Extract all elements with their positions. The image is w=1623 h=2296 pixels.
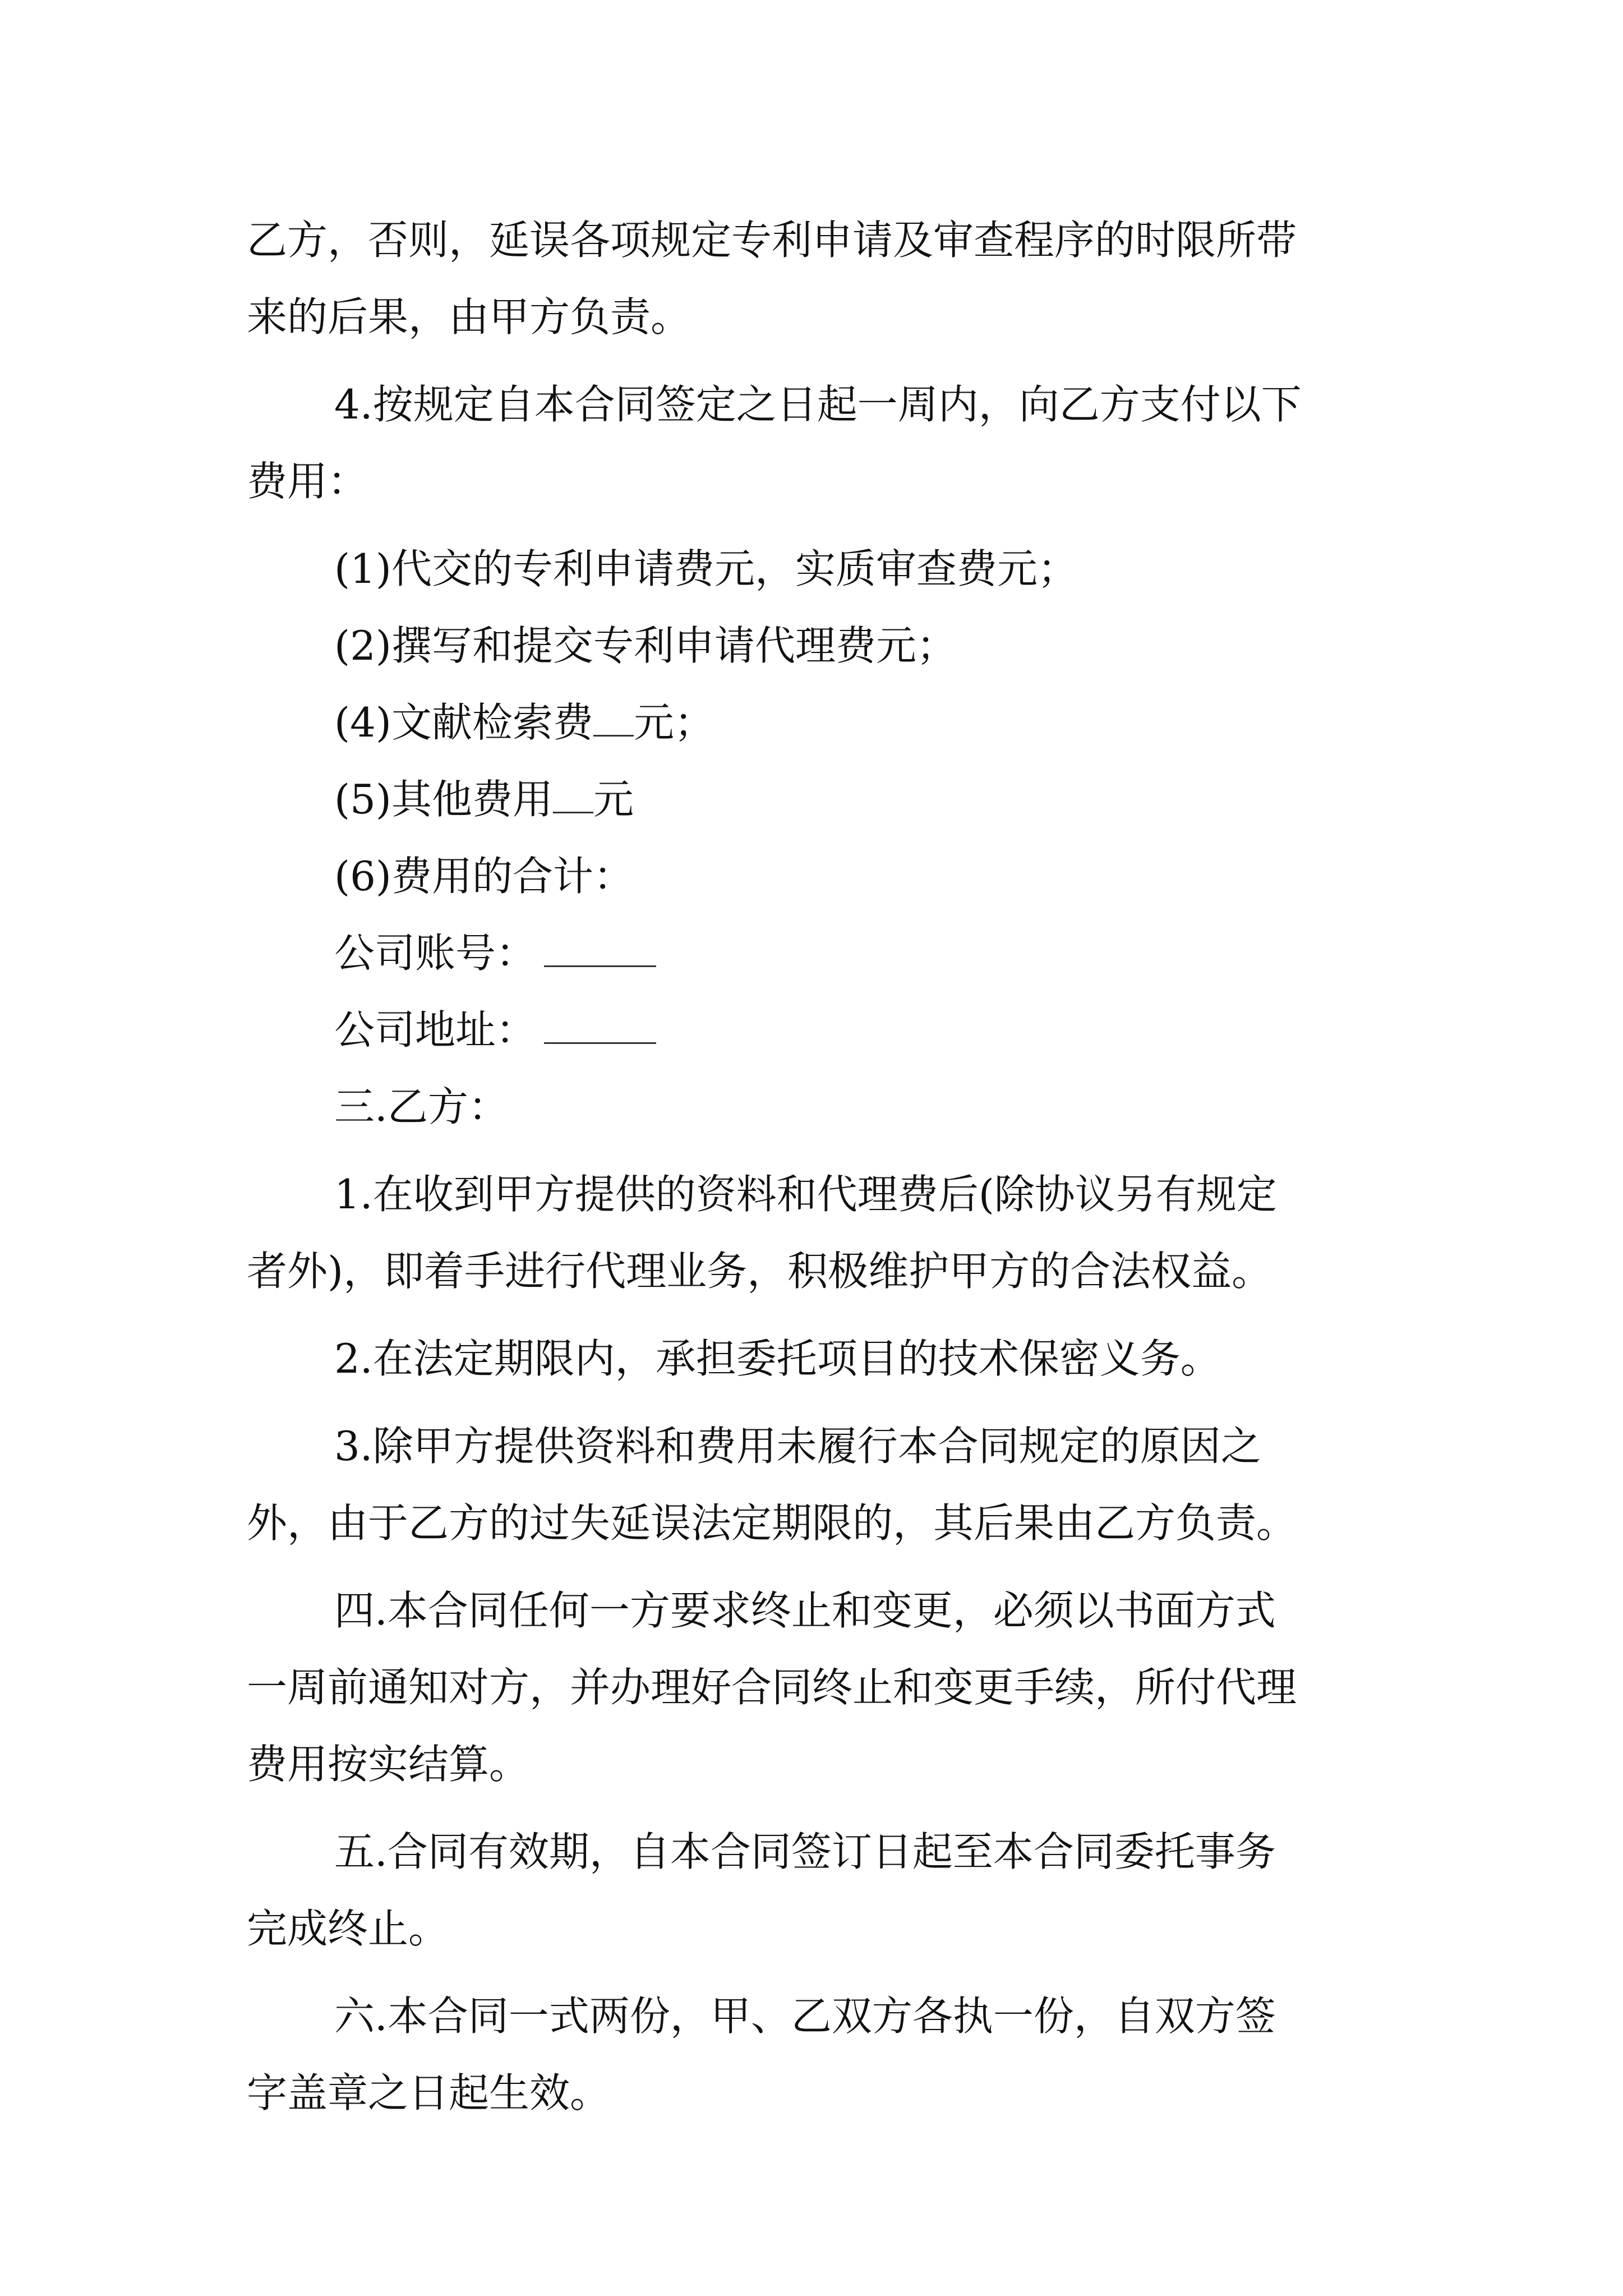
paragraph-line: 费用按实结算。: [247, 1741, 530, 1788]
paragraph-line: 字盖章之日起生效。: [247, 2069, 611, 2116]
paragraph-line: 费用：: [247, 458, 368, 505]
fee-item-5: [247, 761, 1391, 838]
paragraph-line: 外，由于乙方的过失延误法定期限的，其后果由乙方负责。: [247, 1499, 1297, 1547]
paragraph-line: 五.合同有效期，自本合同签订日起至本合同委托事务: [334, 1828, 1276, 1875]
fill-in-blank: [553, 778, 593, 813]
company-address-label: 公司地址：: [334, 1006, 537, 1053]
company-address: [247, 992, 1391, 1069]
fee-item-4-unit: 元；: [634, 699, 715, 746]
paragraph-line: 2.在法定期限内，承担委托项目的技术保密义务。: [334, 1335, 1221, 1382]
paragraph-line: 4.按规定自本合同签定之日起一周内，向乙方支付以下: [334, 381, 1302, 428]
paragraph-line: 者外)，即着手进行代理业务，积极维护甲方的合法权益。: [247, 1248, 1272, 1295]
fee-item-6: (6)费用的合计：: [334, 853, 634, 900]
section-heading: 三.乙方：: [334, 1083, 509, 1130]
paragraph-line: 乙方，否则，延误各项规定专利申请及审查程序的时限所带: [247, 217, 1297, 264]
paragraph-line: 1.在收到甲方提供的资料和代理费后(除协议另有规定: [334, 1171, 1277, 1218]
paragraph-line: 六.本合同一式两份，甲、乙双方各执一份，自双方签: [334, 1993, 1276, 2040]
fill-in-blank: [544, 1009, 656, 1044]
company-account-label: 公司账号：: [334, 930, 537, 977]
fee-item-4: [247, 684, 1391, 761]
fee-item-5-label: (5)其他费用: [334, 776, 553, 823]
fee-item-2: (2)撰写和提交专利申请代理费元；: [334, 622, 957, 669]
paragraph-line: 完成终止。: [247, 1905, 449, 1952]
fee-item-5-unit: 元: [593, 776, 634, 823]
document-body: [247, 202, 1391, 2132]
fill-in-blank: [544, 932, 656, 967]
company-account: [247, 915, 1391, 992]
fee-item-4-label: (4)文献检索费: [334, 699, 593, 746]
fill-in-blank: [593, 701, 634, 737]
paragraph-line: 来的后果，由甲方负责。: [247, 293, 691, 341]
paragraph-line: 3.除甲方提供资料和费用未履行本合同规定的原因之: [334, 1423, 1261, 1470]
fee-item-1: (1)代交的专利申请费元，实质审查费元；: [334, 545, 1078, 592]
paragraph-line: 一周前通知对方，并办理好合同终止和变更手续，所付代理: [247, 1664, 1297, 1711]
paragraph-line: 四.本合同任何一方要求终止和变更，必须以书面方式: [334, 1587, 1276, 1634]
